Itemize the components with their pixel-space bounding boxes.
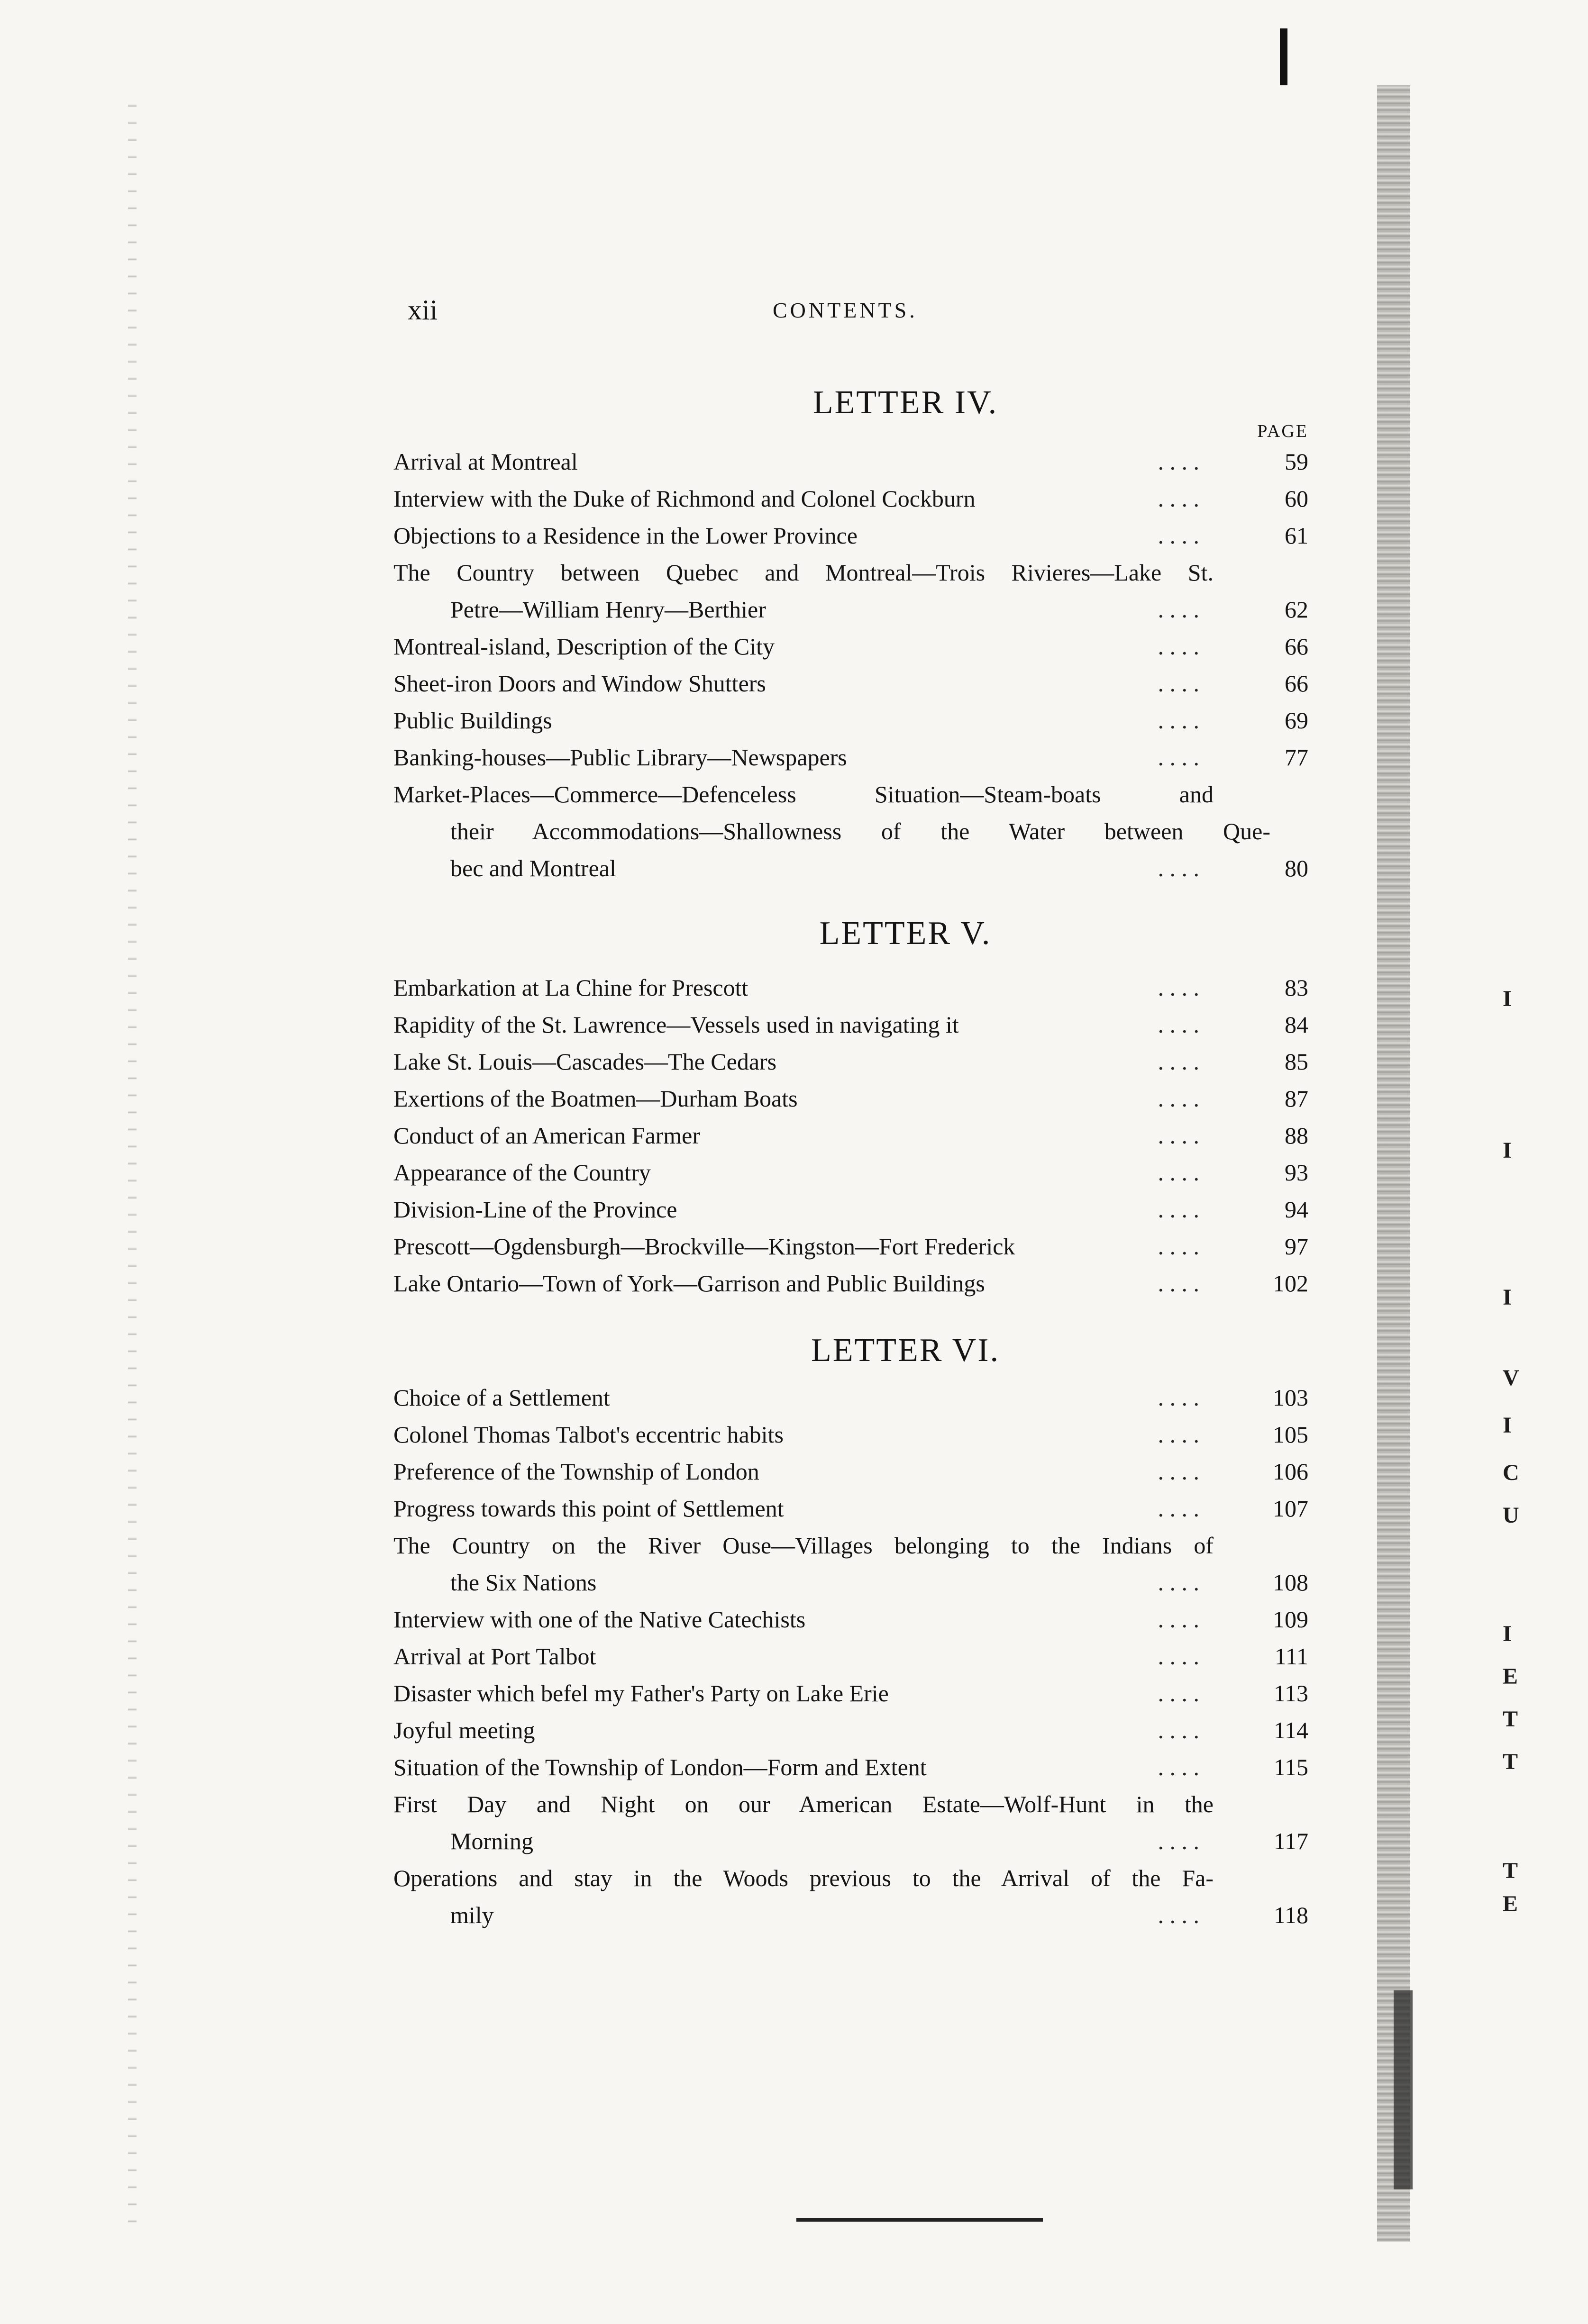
- entry-title-line: mily: [450, 1902, 494, 1928]
- leader-dots: . . . .: [1158, 1680, 1199, 1707]
- entry-title-line: Choice of a Settlement: [393, 1384, 610, 1411]
- leader-dots: . . . .: [1158, 1754, 1199, 1780]
- leader-dots: . . . .: [1158, 1159, 1199, 1186]
- contents-entry: [393, 628, 1308, 665]
- entry-title-line: Public Buildings: [393, 707, 552, 734]
- entry-title-line: Joyful meeting: [393, 1717, 535, 1743]
- running-head: [0, 294, 1588, 332]
- entry-title-line: Conduct of an American Farmer: [393, 1122, 701, 1149]
- contents-entry: [393, 1675, 1308, 1712]
- page-number: 85: [1285, 1048, 1308, 1075]
- contents-entry: [393, 1860, 1308, 1934]
- entry-title-line: Exertions of the Boatmen—Durham Boats: [393, 1085, 798, 1112]
- page-number: 102: [1273, 1270, 1308, 1297]
- contents-entry: [393, 1527, 1308, 1601]
- contents-entry: [393, 1416, 1308, 1453]
- contents-entry: [393, 1228, 1308, 1265]
- contents-entry: [393, 1154, 1308, 1191]
- margin-letter: I: [1503, 1285, 1512, 1310]
- page-number: 66: [1285, 633, 1308, 660]
- page-number: 60: [1285, 485, 1308, 512]
- letter-heading: LETTER VI.: [811, 1332, 1000, 1369]
- page-number: 106: [1273, 1458, 1308, 1485]
- page-number: 111: [1274, 1643, 1308, 1670]
- entry-title-line: Appearance of the Country: [393, 1159, 651, 1186]
- leader-dots: . . . .: [1158, 485, 1199, 512]
- contents-entry: [393, 1080, 1308, 1117]
- entry-title-line: Objections to a Residence in the Lower Province: [393, 522, 858, 549]
- entry-title-line: Rapidity of the St. Lawrence—Vessels used in navigating it: [393, 1011, 959, 1038]
- leader-dots: . . . .: [1158, 707, 1199, 734]
- contents-entry: [393, 517, 1308, 554]
- contents-entry: [393, 702, 1308, 739]
- page-number: 103: [1273, 1384, 1308, 1411]
- contents-entry: [393, 1453, 1308, 1490]
- entry-title-line: bec and Montreal: [450, 855, 616, 881]
- leader-dots: . . . .: [1158, 522, 1199, 549]
- contents-entry: [393, 1786, 1308, 1860]
- letter-heading: LETTER IV.: [812, 384, 998, 421]
- page-number: 77: [1285, 744, 1308, 771]
- leader-dots: . . . .: [1158, 1196, 1199, 1223]
- entry-title-line: Market-Places—Commerce—Defenceless Situation—Steam-boats and: [393, 781, 1214, 808]
- entry-title-line: Interview with the Duke of Richmond and Colonel Cockburn: [393, 485, 976, 512]
- page-number: 84: [1285, 1011, 1308, 1038]
- page-column-label: PAGE: [1257, 421, 1308, 441]
- page-number: 107: [1273, 1495, 1308, 1522]
- contents-entry: [393, 1379, 1308, 1416]
- page-number: 69: [1285, 707, 1308, 734]
- margin-letter: E: [1503, 1664, 1518, 1689]
- contents-entry: [393, 1117, 1308, 1154]
- entry-title-line: Sheet-iron Doors and Window Shutters: [393, 670, 766, 697]
- page-number: 97: [1285, 1233, 1308, 1260]
- leader-dots: . . . .: [1158, 974, 1199, 1001]
- entry-title-line: First Day and Night on our American Estate—Wolf-Hunt in the: [393, 1791, 1214, 1817]
- page-number: 117: [1273, 1828, 1308, 1854]
- entry-title-line: Lake St. Louis—Cascades—The Cedars: [393, 1048, 777, 1075]
- leader-dots: . . . .: [1158, 1569, 1199, 1596]
- page-number: 61: [1285, 522, 1308, 549]
- entry-title-line: Operations and stay in the Woods previous to the Arrival of the Fa-: [393, 1865, 1214, 1891]
- leader-dots: . . . .: [1158, 1902, 1199, 1928]
- margin-letter: V: [1503, 1365, 1519, 1390]
- page-number: 105: [1273, 1421, 1308, 1448]
- leader-dots: . . . .: [1158, 1421, 1199, 1448]
- entry-title-line: Preference of the Township of London: [393, 1458, 759, 1485]
- page-number: 118: [1273, 1902, 1308, 1928]
- page-number: 109: [1273, 1606, 1308, 1633]
- page-number: 62: [1285, 596, 1308, 623]
- contents-entry: [393, 1749, 1308, 1786]
- leader-dots: . . . .: [1158, 744, 1199, 771]
- entry-title-line: Banking-houses—Public Library—Newspapers: [393, 744, 847, 771]
- entry-title-line: Situation of the Township of London—Form and Extent: [393, 1754, 927, 1780]
- entry-title-line: The Country on the River Ouse—Villages belonging to the Indians of: [393, 1532, 1214, 1559]
- contents-entry: [393, 1191, 1308, 1228]
- page-number: 113: [1273, 1680, 1308, 1707]
- contents-entry: [393, 1043, 1308, 1080]
- contents-entry: [393, 665, 1308, 702]
- page-folio: xii: [408, 294, 438, 326]
- left-page-edge: [128, 104, 137, 2237]
- margin-letter: T: [1503, 1749, 1518, 1774]
- margin-letter: T: [1503, 1858, 1518, 1883]
- contents-entry: [393, 554, 1308, 628]
- page-number: 59: [1285, 448, 1308, 475]
- leader-dots: . . . .: [1158, 596, 1199, 623]
- margin-letter: I: [1503, 986, 1512, 1011]
- page-number: 87: [1285, 1085, 1308, 1112]
- entry-title-line: Progress towards this point of Settlement: [393, 1495, 784, 1522]
- page-number: 108: [1273, 1569, 1308, 1596]
- leader-dots: . . . .: [1158, 1384, 1199, 1411]
- contents-entry: [393, 776, 1308, 887]
- contents-entry: [393, 480, 1308, 517]
- top-edge-mark: [1280, 28, 1287, 85]
- margin-letter: I: [1503, 1138, 1512, 1163]
- entry-title-line: Montreal-island, Description of the City: [393, 633, 775, 660]
- leader-dots: . . . .: [1158, 1085, 1199, 1112]
- page-number: 80: [1285, 855, 1308, 881]
- entry-title-line: Disaster which befel my Father's Party on Lake Erie: [393, 1680, 889, 1707]
- contents-entry: [393, 443, 1308, 480]
- entry-title-line: the Six Nations: [450, 1569, 597, 1596]
- margin-letter: U: [1503, 1503, 1519, 1528]
- leader-dots: . . . .: [1158, 1233, 1199, 1260]
- contents-entry: [393, 739, 1308, 776]
- entry-title-line: Division-Line of the Province: [393, 1196, 677, 1223]
- leader-dots: . . . .: [1158, 1828, 1199, 1854]
- contents-entry: [393, 1265, 1308, 1302]
- margin-letter: T: [1503, 1707, 1518, 1732]
- contents-entry: [393, 969, 1308, 1006]
- entry-title-line: Lake Ontario—Town of York—Garrison and Public Buildings: [393, 1270, 985, 1297]
- entry-title-line: Arrival at Port Talbot: [393, 1643, 596, 1670]
- entry-title-line: Arrival at Montreal: [393, 448, 578, 475]
- leader-dots: . . . .: [1158, 670, 1199, 697]
- entry-title-line: Prescott—Ogdensburgh—Brockville—Kingston—Fort Frederick: [393, 1233, 1015, 1260]
- contents-entry: [393, 1712, 1308, 1749]
- page-number: 88: [1285, 1122, 1308, 1149]
- entry-title-line: their Accommodations—Shallowness of the Water between Que-: [450, 818, 1270, 844]
- margin-letter: I: [1503, 1413, 1512, 1438]
- page-number: 93: [1285, 1159, 1308, 1186]
- margin-letter: C: [1503, 1460, 1519, 1485]
- page-number: 83: [1285, 974, 1308, 1001]
- contents-entry: [393, 1006, 1308, 1043]
- leader-dots: . . . .: [1158, 1495, 1199, 1522]
- leader-dots: . . . .: [1158, 1458, 1199, 1485]
- letter-heading: LETTER V.: [819, 915, 992, 952]
- entry-title-line: Embarkation at La Chine for Prescott: [393, 974, 748, 1001]
- contents-entry: [393, 1638, 1308, 1675]
- contents-entry: [393, 1601, 1308, 1638]
- leader-dots: . . . .: [1158, 1643, 1199, 1670]
- contents-entry: [393, 1490, 1308, 1527]
- running-title: CONTENTS.: [773, 298, 918, 322]
- entry-title-line: Morning: [450, 1828, 533, 1854]
- page-number: 66: [1285, 670, 1308, 697]
- leader-dots: . . . .: [1158, 1048, 1199, 1075]
- entry-title-line: Interview with one of the Native Catechists: [393, 1606, 806, 1633]
- leader-dots: . . . .: [1158, 1717, 1199, 1743]
- page-number: 115: [1273, 1754, 1308, 1780]
- leader-dots: . . . .: [1158, 1122, 1199, 1149]
- leader-dots: . . . .: [1158, 633, 1199, 660]
- margin-letter: I: [1503, 1621, 1512, 1646]
- leader-dots: . . . .: [1158, 855, 1199, 881]
- leader-dots: . . . .: [1158, 1606, 1199, 1633]
- page-number: 94: [1285, 1196, 1308, 1223]
- leader-dots: . . . .: [1158, 1270, 1199, 1297]
- margin-letter: E: [1503, 1891, 1518, 1916]
- leader-dots: . . . .: [1158, 448, 1199, 475]
- right-page-edge-shadow: [1394, 1990, 1413, 2189]
- bottom-rule: [796, 2218, 1043, 2222]
- entry-title-line: The Country between Quebec and Montreal—Trois Rivieres—Lake St.: [393, 559, 1214, 586]
- entry-title-line: Colonel Thomas Talbot's eccentric habits: [393, 1421, 784, 1448]
- leader-dots: . . . .: [1158, 1011, 1199, 1038]
- page-number: 114: [1273, 1717, 1308, 1743]
- entry-title-line: Petre—William Henry—Berthier: [450, 596, 766, 623]
